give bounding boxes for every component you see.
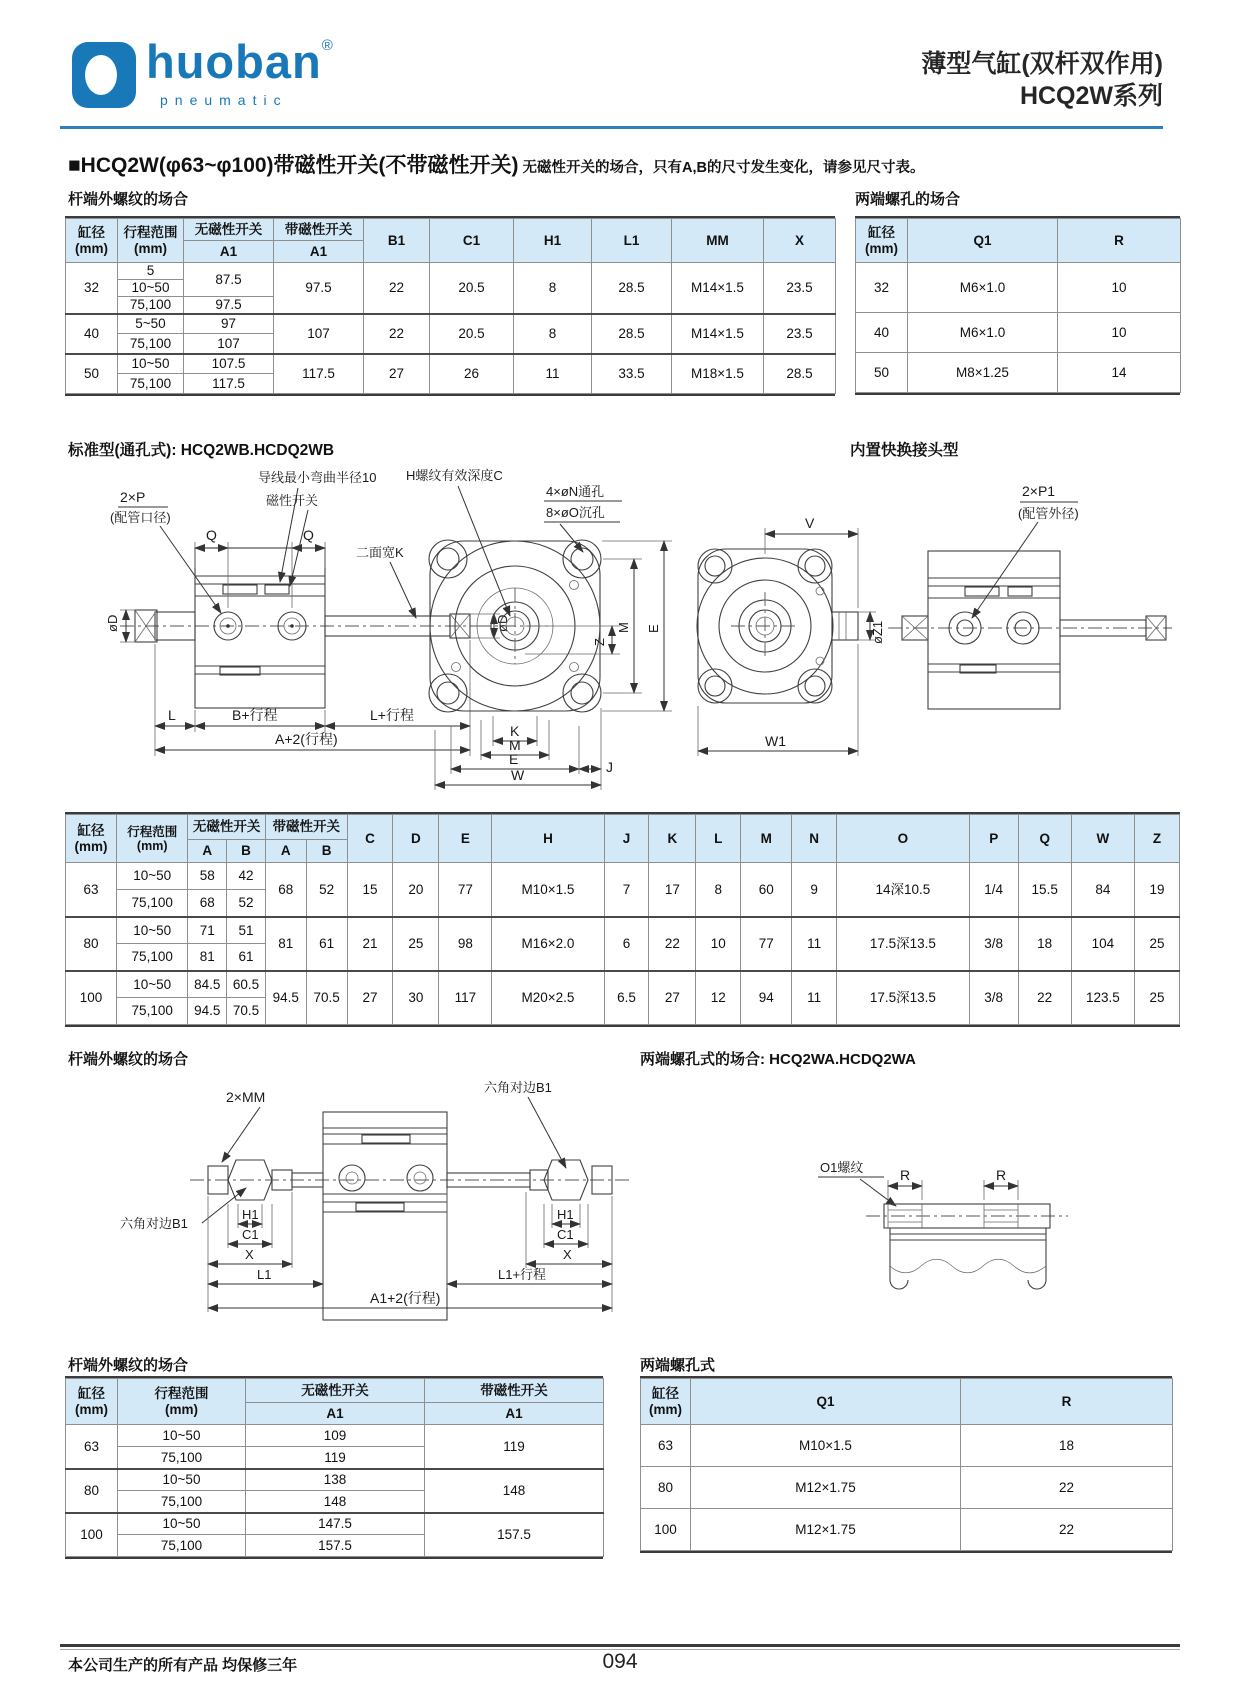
- dim-label-a1-stroke: A1+2(行程): [370, 1290, 441, 1306]
- c-a1-nomag: 148: [246, 1491, 425, 1513]
- c-stroke: 75,100: [117, 944, 188, 971]
- footer-warranty-note: 本公司生产的所有产品 均保修三年: [68, 1657, 298, 1674]
- label-4xn-hole: 4×øN通孔: [546, 484, 605, 499]
- dim-label-q-left: Q: [206, 527, 217, 543]
- c-a1-nomag: 119: [246, 1447, 425, 1469]
- c-c: 27: [347, 971, 393, 1025]
- c-k: 17: [649, 863, 696, 917]
- c-q1: M6×1.0: [908, 313, 1058, 353]
- c-a1-nomag: 157.5: [246, 1535, 425, 1557]
- col-bore: 缸径 (mm): [856, 219, 908, 263]
- col-n: N: [792, 815, 837, 863]
- dim-label-c1-right: C1: [557, 1227, 574, 1242]
- drawing-rod-thread-side-view: [120, 1080, 632, 1320]
- label-rod-thread-case-1: 杆端外螺纹的场合: [68, 191, 189, 208]
- c-na: 58: [188, 863, 227, 890]
- table-row: [66, 1469, 604, 1491]
- table-row: [641, 1425, 1173, 1467]
- col-c1: C1: [430, 219, 514, 263]
- label-wire-bend-radius: 导线最小弯曲半径10: [258, 470, 377, 485]
- col-r: R: [1058, 219, 1181, 263]
- c-n: 9: [792, 863, 837, 917]
- table-row: [66, 917, 1180, 944]
- footer-page-number: 094: [602, 1650, 638, 1673]
- c-mb: 61: [306, 917, 347, 971]
- c-d: 30: [393, 971, 439, 1025]
- c-x: 23.5: [764, 263, 836, 314]
- table-dim-63-100: [65, 812, 1180, 1027]
- c-stroke: 10~50: [118, 1469, 246, 1491]
- c-nb: 52: [227, 890, 266, 917]
- section-heading-note: 无磁性开关的场合，只有A,B的尺寸发生变化，请参见尺寸表。: [518, 160, 925, 176]
- page-title: [663, 48, 1163, 112]
- col-bore: 缸径 (mm): [66, 815, 117, 863]
- col-p: P: [969, 815, 1018, 863]
- c-a1-nomag: 147.5: [246, 1513, 425, 1535]
- c-stroke: 75,100: [118, 334, 184, 354]
- section-heading-main: ■HCQ2W(φ63~φ100)带磁性开关(不带磁性开关): [68, 154, 519, 177]
- table-row: [66, 971, 1180, 998]
- label-flat-width-k: 二面宽K: [356, 545, 404, 560]
- c-e: 77: [439, 863, 492, 917]
- dim-label-l1-stroke: L1+行程: [498, 1267, 547, 1282]
- col-nomag-a: A: [188, 840, 227, 863]
- c-r: 10: [1058, 313, 1181, 353]
- c-w: 123.5: [1071, 971, 1134, 1025]
- c-d: 25: [393, 917, 439, 971]
- dim-label-b-stroke: B+行程: [232, 707, 278, 723]
- c-na: 84.5: [188, 971, 227, 998]
- dim-label-k: K: [510, 723, 520, 739]
- c-bore: 63: [641, 1425, 691, 1467]
- c-a1-nomag: 107.5: [184, 354, 274, 374]
- col-m: M: [741, 815, 792, 863]
- drawing-side-view-quick-fitting: [888, 483, 1172, 709]
- label-standard-type: 标准型(通孔式): HCQ2WB.HCDQ2WB: [68, 442, 335, 459]
- c-a1-mag: 119: [425, 1425, 604, 1469]
- c-bore: 80: [66, 917, 117, 971]
- col-b1: B1: [364, 219, 430, 263]
- c-bore: 63: [66, 863, 117, 917]
- table-tap-63-100: [640, 1376, 1172, 1553]
- c-w: 84: [1071, 863, 1134, 917]
- c-r: 18: [961, 1425, 1173, 1467]
- c-r: 22: [961, 1467, 1173, 1509]
- c-bore: 32: [856, 263, 908, 313]
- c-m: 77: [741, 917, 792, 971]
- c-j: 7: [604, 863, 649, 917]
- col-nomag-b: B: [227, 840, 266, 863]
- c-a1-nomag: 97: [184, 314, 274, 334]
- label-hex-flats-b1-left: 六角对边B1: [120, 1216, 188, 1231]
- c-q1: M10×1.5: [691, 1425, 961, 1467]
- c-a1-nomag: 107: [184, 334, 274, 354]
- table-row: [66, 1513, 604, 1535]
- dim-label-h1-left: H1: [242, 1207, 259, 1222]
- label-magnetic-switch: 磁性开关: [266, 493, 319, 508]
- label-2xmm: 2×MM: [226, 1089, 266, 1105]
- c-h1: 8: [514, 314, 592, 354]
- col-mm: MM: [672, 219, 764, 263]
- col-q1: Q1: [691, 1379, 961, 1425]
- table-row: [66, 1379, 604, 1403]
- c-stroke: 75,100: [118, 1491, 246, 1513]
- c-p: 1/4: [969, 863, 1018, 917]
- c-bore: 80: [641, 1467, 691, 1509]
- brand-logo-icon: [72, 42, 136, 108]
- table-row: [66, 815, 1180, 840]
- dim-label-r-right: R: [996, 1167, 1007, 1183]
- c-bore: 50: [856, 353, 908, 393]
- c-c1: 20.5: [430, 263, 514, 314]
- col-w: W: [1071, 815, 1134, 863]
- c-l1: 28.5: [592, 314, 672, 354]
- c-q: 18: [1018, 917, 1071, 971]
- dim-label-x-right: X: [563, 1247, 572, 1262]
- table-row: [856, 219, 1181, 263]
- c-a1-mag: 97.5: [274, 263, 364, 314]
- c-q: 15.5: [1018, 863, 1071, 917]
- c-n: 11: [792, 917, 837, 971]
- dim-label-l1: L1: [257, 1267, 272, 1282]
- c-nb: 60.5: [227, 971, 266, 998]
- col-mag: 带磁性开关: [265, 815, 347, 840]
- page-title-line1: 薄型气缸(双杆双作用): [921, 50, 1163, 78]
- col-nomag: 无磁性开关: [246, 1379, 425, 1403]
- label-both-end-tap-case-1: 两端螺孔的场合: [855, 191, 961, 208]
- c-bore: 40: [66, 314, 118, 354]
- col-e: E: [439, 815, 492, 863]
- label-h-thread-depth: H螺纹有效深度C: [406, 468, 503, 483]
- col-mag: 带磁性开关: [274, 219, 364, 241]
- c-bore: 80: [66, 1469, 118, 1513]
- c-q1: M12×1.75: [691, 1509, 961, 1551]
- table-row: [856, 313, 1181, 353]
- table-row: [856, 263, 1181, 313]
- table-row: [66, 263, 836, 280]
- c-k: 22: [649, 917, 696, 971]
- col-stroke: 行程范围 (mm): [117, 815, 188, 863]
- c-e: 98: [439, 917, 492, 971]
- table-dim-32-50: [65, 216, 835, 396]
- col-nomag: 无磁性开关: [184, 219, 274, 241]
- dim-label-c1-left: C1: [242, 1227, 259, 1242]
- dim-label-w: W: [511, 767, 525, 783]
- c-a1-mag: 148: [425, 1469, 604, 1513]
- table-a1-63-100: [65, 1376, 603, 1559]
- col-nomag-a1: A1: [246, 1403, 425, 1425]
- c-na: 71: [188, 917, 227, 944]
- c-h1: 11: [514, 354, 592, 394]
- col-mag: 带磁性开关: [425, 1379, 604, 1403]
- c-na: 81: [188, 944, 227, 971]
- dim-label-l: L: [168, 707, 176, 723]
- dim-label-j: J: [606, 759, 613, 775]
- dim-label-q-right: Q: [303, 527, 314, 543]
- c-stroke: 75,100: [118, 374, 184, 394]
- col-k: K: [649, 815, 696, 863]
- c-a1-nomag: 109: [246, 1425, 425, 1447]
- dim-label-m-right: M: [616, 622, 631, 633]
- c-c1: 26: [430, 354, 514, 394]
- c-c: 15: [347, 863, 393, 917]
- label-hex-flats-b1-right: 六角对边B1: [484, 1080, 552, 1095]
- dim-label-x-left: X: [245, 1247, 254, 1262]
- c-p: 3/8: [969, 917, 1018, 971]
- c-bore: 100: [641, 1509, 691, 1551]
- c-stroke: 10~50: [117, 917, 188, 944]
- table-row: [66, 314, 836, 334]
- c-a1-nomag: 97.5: [184, 297, 274, 314]
- c-l1: 33.5: [592, 354, 672, 394]
- c-mm: M18×1.5: [672, 354, 764, 394]
- section-heading: [68, 149, 1188, 179]
- col-o: O: [837, 815, 970, 863]
- c-bore: 100: [66, 1513, 118, 1557]
- col-bore: 缸径 (mm): [641, 1379, 691, 1425]
- dim-label-a-stroke: A+2(行程): [275, 731, 338, 747]
- c-stroke: 10~50: [117, 863, 188, 890]
- drawing-side-view-standard: [105, 470, 510, 756]
- c-stroke: 75,100: [117, 998, 188, 1025]
- col-stroke: 行程范围 (mm): [118, 1379, 246, 1425]
- c-b1: 22: [364, 263, 430, 314]
- dim-label-z1: øZ1: [870, 620, 885, 644]
- c-k: 27: [649, 971, 696, 1025]
- c-bore: 100: [66, 971, 117, 1025]
- c-r: 10: [1058, 263, 1181, 313]
- c-d: 20: [393, 863, 439, 917]
- c-l: 8: [696, 863, 741, 917]
- c-mb: 70.5: [306, 971, 347, 1025]
- technical-drawings-top: [60, 458, 1180, 810]
- c-bore: 63: [66, 1425, 118, 1469]
- table-row: [66, 219, 836, 241]
- col-q1: Q1: [908, 219, 1058, 263]
- c-stroke: 10~50: [117, 971, 188, 998]
- col-j: J: [604, 815, 649, 863]
- c-bore: 32: [66, 263, 118, 314]
- header-divider: [60, 126, 1163, 129]
- c-bore: 40: [856, 313, 908, 353]
- drawing-both-end-tap-view: [818, 1160, 1068, 1289]
- technical-drawings-bottom: [60, 1076, 1180, 1352]
- dim-label-e-bottom: E: [509, 751, 519, 767]
- c-z: 25: [1134, 971, 1179, 1025]
- label-2xp-sub: (配管口径): [110, 510, 171, 525]
- c-n: 11: [792, 971, 837, 1025]
- drawing-front-view-standard: [406, 468, 672, 790]
- dim-label-h1-right: H1: [557, 1207, 574, 1222]
- col-stroke: 行程范围 (mm): [118, 219, 184, 263]
- c-r: 22: [961, 1509, 1173, 1551]
- c-mm: M14×1.5: [672, 263, 764, 314]
- col-l1: L1: [592, 219, 672, 263]
- c-j: 6.5: [604, 971, 649, 1025]
- col-mag-a1: A1: [425, 1403, 604, 1425]
- logo-hole-shape: [85, 55, 117, 95]
- c-e: 117: [439, 971, 492, 1025]
- col-bore: 缸径 (mm): [66, 219, 118, 263]
- c-b1: 22: [364, 314, 430, 354]
- c-stroke: 75,100: [117, 890, 188, 917]
- c-x: 23.5: [764, 314, 836, 354]
- c-q1: M12×1.75: [691, 1467, 961, 1509]
- c-b1: 27: [364, 354, 430, 394]
- c-stroke: 75,100: [118, 1447, 246, 1469]
- dim-label-w1: W1: [765, 733, 786, 749]
- c-h: M10×1.5: [492, 863, 604, 917]
- table-row: [66, 863, 1180, 890]
- col-mag-a: A: [265, 840, 306, 863]
- label-2xp1-sub: (配管外径): [1018, 506, 1079, 521]
- table-row: [66, 354, 836, 374]
- page-title-line2: HCQ2W系列: [1019, 82, 1163, 110]
- col-nomag-a1: A1: [184, 241, 274, 263]
- brand-logo-subtext: pneumatic: [160, 92, 288, 108]
- c-a1-nomag: 117.5: [184, 374, 274, 394]
- col-l: L: [696, 815, 741, 863]
- c-bore: 50: [66, 354, 118, 394]
- label-both-end-tap-type: 两端螺孔式: [640, 1357, 716, 1374]
- c-j: 6: [604, 917, 649, 971]
- dim-label-dia-right: øD: [495, 614, 510, 632]
- dim-label-dia-left: øD: [105, 614, 120, 632]
- c-a1-nomag: 138: [246, 1469, 425, 1491]
- c-l: 10: [696, 917, 741, 971]
- dim-label-l-stroke: L+行程: [370, 707, 414, 723]
- logo-word-text: huoban: [146, 35, 322, 88]
- dim-label-v: V: [805, 515, 815, 531]
- c-ma: 68: [265, 863, 306, 917]
- c-stroke: 5~50: [118, 314, 184, 334]
- col-r: R: [961, 1379, 1173, 1425]
- c-na: 94.5: [188, 998, 227, 1025]
- c-stroke: 10~50: [118, 1513, 246, 1535]
- c-m: 94: [741, 971, 792, 1025]
- col-x: X: [764, 219, 836, 263]
- c-mb: 52: [306, 863, 347, 917]
- c-x: 28.5: [764, 354, 836, 394]
- c-l: 12: [696, 971, 741, 1025]
- col-z: Z: [1134, 815, 1179, 863]
- c-w: 104: [1071, 917, 1134, 971]
- c-q1: M8×1.25: [908, 353, 1058, 393]
- c-a1-nomag: 87.5: [184, 263, 274, 297]
- dim-label-e-right: E: [646, 624, 661, 633]
- label-o1-thread: O1螺纹: [820, 1160, 864, 1175]
- label-quick-fitting-type: 内置快换接头型: [850, 442, 959, 459]
- c-q1: M6×1.0: [908, 263, 1058, 313]
- col-h: H: [492, 815, 604, 863]
- c-h: M16×2.0: [492, 917, 604, 971]
- label-8xo-counterbore: 8×øO沉孔: [546, 505, 605, 520]
- label-rod-thread-case-3: 杆端外螺纹的场合: [68, 1357, 189, 1374]
- c-stroke: 10~50: [118, 1425, 246, 1447]
- c-ma: 94.5: [265, 971, 306, 1025]
- table-row: [66, 1425, 604, 1447]
- dim-label-z: Z: [592, 638, 607, 646]
- table-row: [856, 353, 1181, 393]
- c-stroke: 5: [118, 263, 184, 280]
- table-row: [641, 1509, 1173, 1551]
- c-c: 21: [347, 917, 393, 971]
- c-nb: 51: [227, 917, 266, 944]
- c-stroke: 10~50: [118, 354, 184, 374]
- label-rod-thread-case-2: 杆端外螺纹的场合: [68, 1051, 189, 1068]
- col-mag-a1: A1: [274, 241, 364, 263]
- col-q: Q: [1018, 815, 1071, 863]
- label-2xp: 2×P: [120, 489, 146, 505]
- c-h1: 8: [514, 263, 592, 314]
- c-r: 14: [1058, 353, 1181, 393]
- c-a1-mag: 117.5: [274, 354, 364, 394]
- c-nb: 70.5: [227, 998, 266, 1025]
- brand-logo-text: [146, 34, 334, 89]
- c-o: 17.5深13.5: [837, 971, 970, 1025]
- col-h1: H1: [514, 219, 592, 263]
- c-m: 60: [741, 863, 792, 917]
- c-a1-mag: 157.5: [425, 1513, 604, 1557]
- dim-label-r-left: R: [900, 1167, 911, 1183]
- label-both-end-tap-case-2: 两端螺孔式的场合: HCQ2WA.HCDQ2WA: [640, 1051, 916, 1068]
- dim-label-m-bottom: M: [509, 737, 521, 753]
- c-p: 3/8: [969, 971, 1018, 1025]
- c-stroke: 75,100: [118, 297, 184, 314]
- col-c: C: [347, 815, 393, 863]
- c-nb: 61: [227, 944, 266, 971]
- drawing-front-view-quick-fitting: [697, 515, 885, 756]
- label-2xp1: 2×P1: [1022, 483, 1056, 499]
- footer-divider: [60, 1644, 1180, 1647]
- table-tap-32-50: [855, 216, 1180, 395]
- c-nb: 42: [227, 863, 266, 890]
- c-mm: M14×1.5: [672, 314, 764, 354]
- c-q: 22: [1018, 971, 1071, 1025]
- c-c1: 20.5: [430, 314, 514, 354]
- c-l1: 28.5: [592, 263, 672, 314]
- c-stroke: 10~50: [118, 280, 184, 297]
- c-stroke: 75,100: [118, 1535, 246, 1557]
- c-na: 68: [188, 890, 227, 917]
- c-ma: 81: [265, 917, 306, 971]
- table-row: [641, 1467, 1173, 1509]
- c-h: M20×2.5: [492, 971, 604, 1025]
- col-mag-b: B: [306, 840, 347, 863]
- c-z: 19: [1134, 863, 1179, 917]
- c-a1-mag: 107: [274, 314, 364, 354]
- col-d: D: [393, 815, 439, 863]
- c-o: 14深10.5: [837, 863, 970, 917]
- c-o: 17.5深13.5: [837, 917, 970, 971]
- col-bore: 缸径 (mm): [66, 1379, 118, 1425]
- registered-mark: ®: [321, 37, 334, 54]
- c-z: 25: [1134, 917, 1179, 971]
- col-nomag: 无磁性开关: [188, 815, 266, 840]
- table-row: [641, 1379, 1173, 1425]
